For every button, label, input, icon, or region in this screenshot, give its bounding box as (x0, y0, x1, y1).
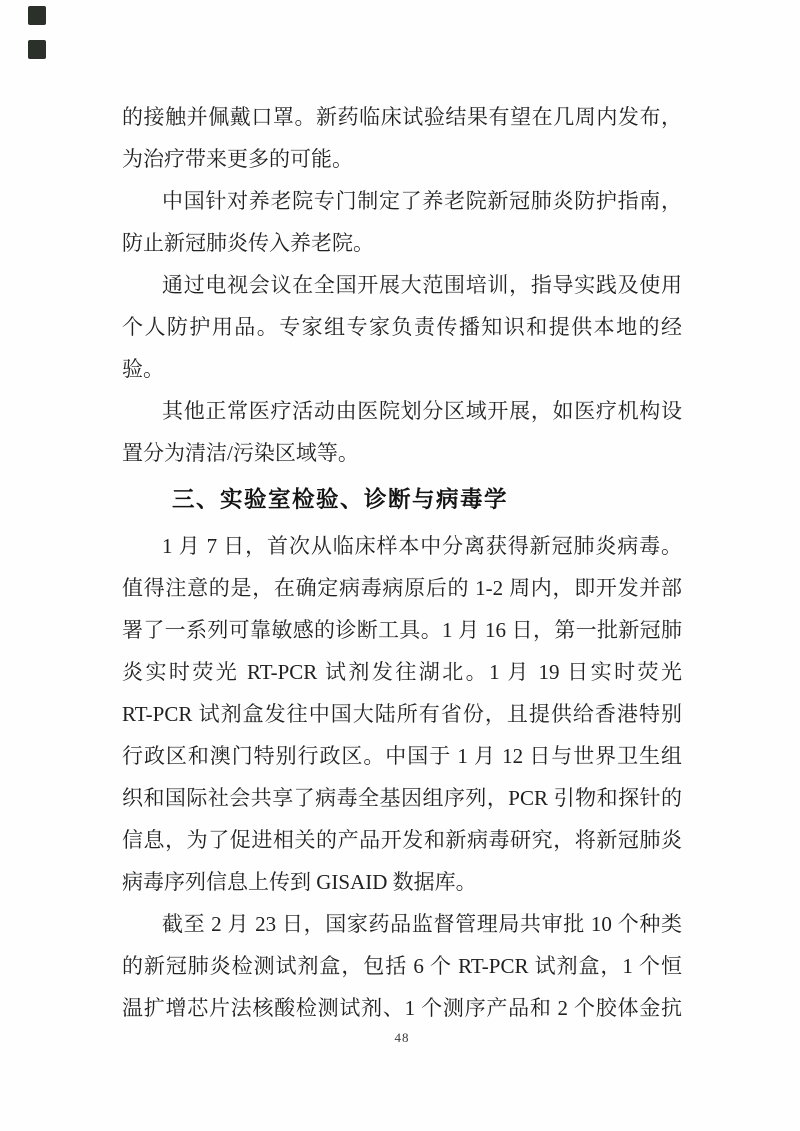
body-text-line: 署了一系列可靠敏感的诊断工具。1 月 16 日，第一批新冠肺 (122, 618, 682, 642)
scan-artifact-mark (28, 40, 46, 59)
body-text-line: 中国针对养老院专门制定了养老院新冠肺炎防护指南， (162, 189, 682, 213)
body-text-line: 防止新冠肺炎传入养老院。 (122, 231, 374, 255)
body-text-line: 织和国际社会共享了病毒全基因组序列，PCR 引物和探针的 (122, 786, 682, 810)
body-text-line: 炎实时荧光 RT-PCR 试剂发往湖北。1 月 19 日实时荧光 (122, 660, 682, 684)
body-text-line: 1 月 7 日，首次从临床样本中分离获得新冠肺炎病毒。 (162, 534, 682, 558)
body-text-line: 验。 (122, 357, 164, 381)
body-text-line: 个人防护用品。专家组专家负责传播知识和提供本地的经 (122, 315, 682, 339)
body-text-line: RT-PCR 试剂盒发往中国大陆所有省份，且提供给香港特别 (122, 702, 682, 726)
scan-artifact-mark (28, 6, 46, 25)
body-text-line: 行政区和澳门特别行政区。中国于 1 月 12 日与世界卫生组 (122, 744, 682, 768)
body-text-line: 值得注意的是，在确定病毒病原后的 1-2 周内，即开发并部 (122, 576, 682, 600)
body-text-line: 病毒序列信息上传到 GISAID 数据库。 (122, 870, 477, 894)
body-text-line: 信息，为了促进相关的产品开发和新病毒研究，将新冠肺炎 (122, 828, 682, 852)
body-text-line: 温扩增芯片法核酸检测试剂、1 个测序产品和 2 个胶体金抗 (122, 996, 682, 1020)
page-number: 48 (394, 1030, 410, 1045)
body-text-line: 截至 2 月 23 日，国家药品监督管理局共审批 10 个种类 (162, 912, 682, 936)
body-text-line: 的接触并佩戴口罩。新药临床试验结果有望在几周内发布， (122, 105, 682, 129)
body-text-line: 通过电视会议在全国开展大范围培训，指导实践及使用 (162, 273, 682, 297)
document-text-block (122, 96, 682, 1029)
section-heading: 三、实验室检验、诊断与病毒学 (172, 487, 509, 512)
body-text-line: 为治疗带来更多的可能。 (122, 147, 353, 171)
body-text-line: 的新冠肺炎检测试剂盒，包括 6 个 RT-PCR 试剂盒，1 个恒 (122, 954, 682, 978)
body-text-line: 置分为清洁/污染区域等。 (122, 441, 359, 465)
body-text-line: 其他正常医疗活动由医院划分区域开展，如医疗机构设 (162, 399, 682, 423)
